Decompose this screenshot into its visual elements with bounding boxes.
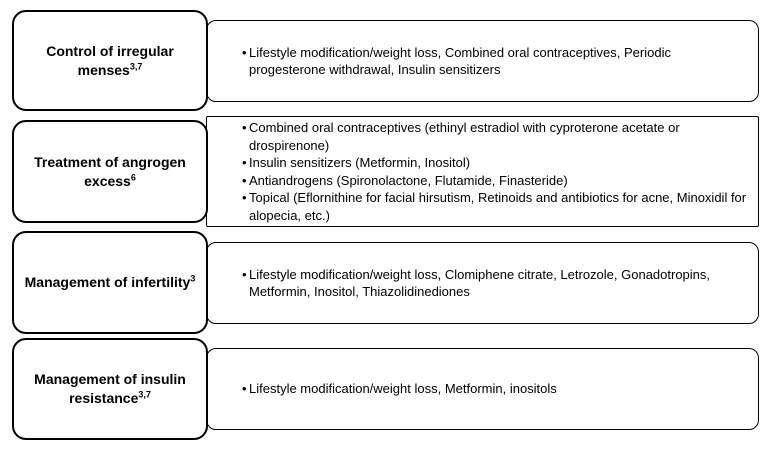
row-4-content-box <box>206 348 759 430</box>
row-1-item-1: • Lifestyle modification/weight loss, Combined oral contraceptives, Periodic progesterone withdrawal, Insulin sensitizers <box>243 44 748 79</box>
row-1-ref: 3,7 <box>129 60 143 71</box>
row-3-title-text: Management of infertility <box>24 274 191 290</box>
row-3-content-box <box>206 242 759 324</box>
row-2-title <box>14 153 206 191</box>
row-1-content-box <box>206 20 759 102</box>
row-2-item-2: • Insulin sensitizers (Metformin, Inositol) <box>243 154 748 172</box>
row-1-label-box <box>12 10 208 111</box>
row-1-title <box>14 42 206 80</box>
row-2-content-box <box>206 116 759 227</box>
row-3-ref: 3 <box>190 273 196 284</box>
row-4-ref: 3,7 <box>138 389 151 400</box>
row-3-label-box <box>12 231 208 334</box>
row-2-item-4: • Topical (Eflornithine for facial hirsutism, Retinoids and antibiotics for acne, Minoxidil for alopecia, etc.) <box>243 189 748 224</box>
row-4-title-text: Management of insulin resistance <box>34 371 186 406</box>
row-2-item-3: • Antiandrogens (Spironolactone, Flutamide, Finasteride) <box>243 172 748 190</box>
row-1-title-text: Control of irregular menses <box>46 42 174 78</box>
row-2-title-text: Treatment of angrogen excess <box>34 153 186 189</box>
row-2-label-box <box>12 120 208 223</box>
row-3-title <box>15 273 206 292</box>
row-4-title <box>14 370 206 408</box>
row-4-item-1: • Lifestyle modification/weight loss, Metformin, inositols <box>243 380 748 398</box>
row-4-label-box <box>12 338 208 440</box>
row-2-item-1: • Combined oral contraceptives (ethinyl estradiol with cyproterone acetate or drospirenone) <box>243 119 748 154</box>
row-3-item-1: • Lifestyle modification/weight loss, Clomiphene citrate, Letrozole, Gonadotropins, Metformin, Inositol, Thiazolidinediones <box>243 266 748 301</box>
row-2-ref: 6 <box>130 171 136 182</box>
